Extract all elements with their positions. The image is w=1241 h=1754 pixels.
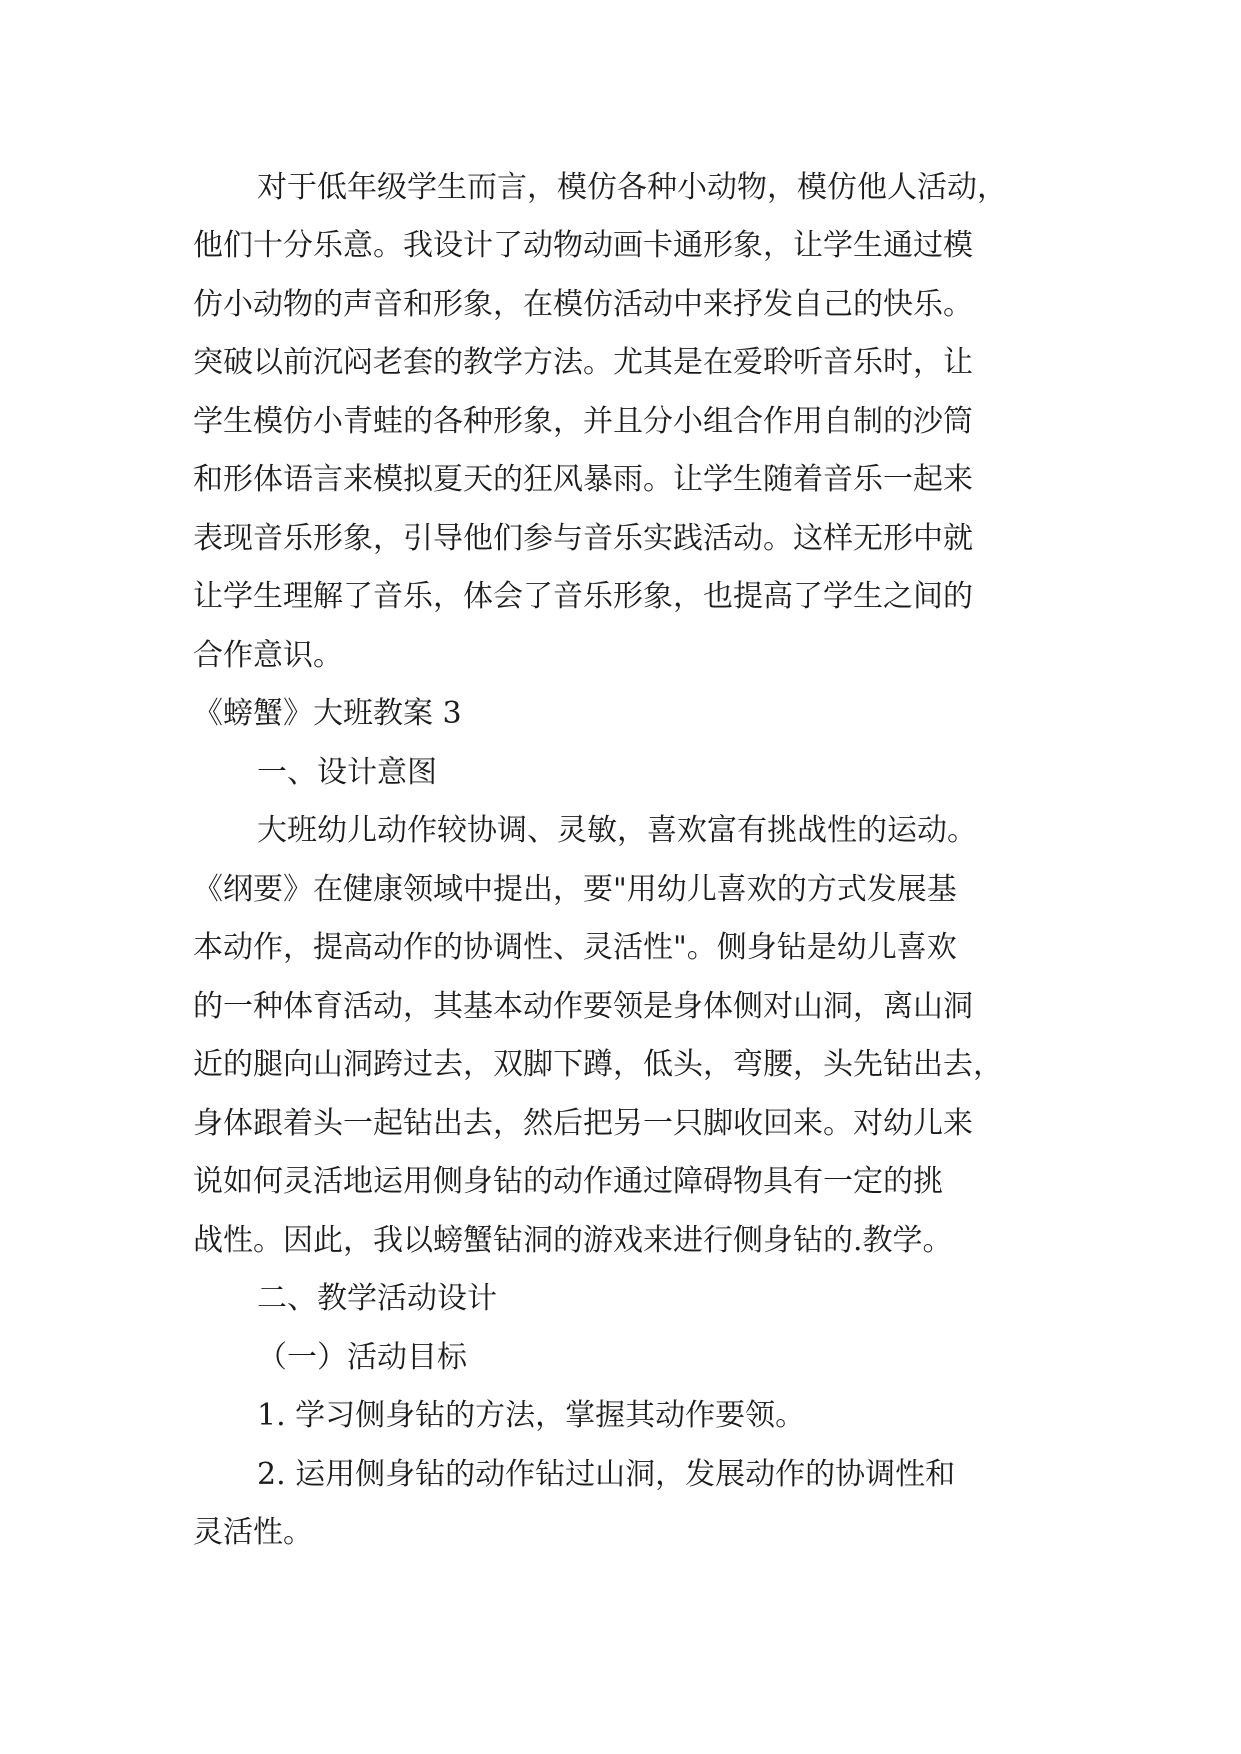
paragraph-line: 对于低年级学生而言，模仿各种小动物，模仿他人活动，: [257, 170, 1007, 205]
paragraph-line: 身体跟着头一起钻出去，然后把另一只脚收回来。对幼儿来: [193, 1106, 973, 1141]
paragraph-line: 仿小动物的声音和形象，在模仿活动中来抒发自己的快乐。: [193, 287, 973, 322]
paragraph-line: 大班幼儿动作较协调、灵敏，喜欢富有挑战性的运动。: [257, 813, 977, 848]
list-item-goal-2: 2. 运用侧身钻的动作钻过山洞，发展动作的协调性和: [257, 1457, 956, 1492]
paragraph-line: 让学生理解了音乐，体会了音乐形象，也提高了学生之间的: [193, 579, 973, 614]
paragraph-line: 学生模仿小青蛙的各种形象，并且分小组合作用自制的沙筒: [193, 404, 973, 439]
paragraph-line: 合作意识。: [193, 638, 343, 673]
paragraph-line: 他们十分乐意。我设计了动物动画卡通形象，让学生通过模: [193, 228, 973, 263]
heading-activity-design: 二、教学活动设计: [257, 1281, 497, 1316]
paragraph-line: 和形体语言来模拟夏天的狂风暴雨。让学生随着音乐一起来: [193, 462, 973, 497]
paragraph-line: 近的腿向山洞跨过去，双脚下蹲，低头，弯腰，头先钻出去，: [193, 1047, 1003, 1082]
paragraph-line: 灵活性。: [193, 1515, 313, 1550]
list-item-goal-1: 1. 学习侧身钻的方法，掌握其动作要领。: [257, 1398, 806, 1433]
paragraph-line: 突破以前沉闷老套的教学方法。尤其是在爱聆听音乐时，让: [193, 345, 973, 380]
paragraph-line: 《纲要》在健康领域中提出，要"用幼儿喜欢的方式发展基: [193, 872, 957, 907]
paragraph-line: 说如何灵活地运用侧身钻的动作通过障碍物具有一定的挑: [193, 1164, 943, 1199]
paragraph-line: 的一种体育活动，其基本动作要领是身体侧对山洞，离山洞: [193, 989, 973, 1024]
subheading-activity-goals: （一）活动目标: [257, 1340, 467, 1375]
heading-design-intent: 一、设计意图: [257, 755, 437, 790]
paragraph-line: 表现音乐形象，引导他们参与音乐实践活动。这样无形中就: [193, 521, 973, 556]
paragraph-line: 战性。因此，我以螃蟹钻洞的游戏来进行侧身钻的.教学。: [193, 1223, 953, 1258]
section-title: 《螃蟹》大班教案 3: [193, 696, 462, 731]
paragraph-line: 本动作，提高动作的协调性、灵活性"。侧身钻是幼儿喜欢: [193, 930, 957, 965]
